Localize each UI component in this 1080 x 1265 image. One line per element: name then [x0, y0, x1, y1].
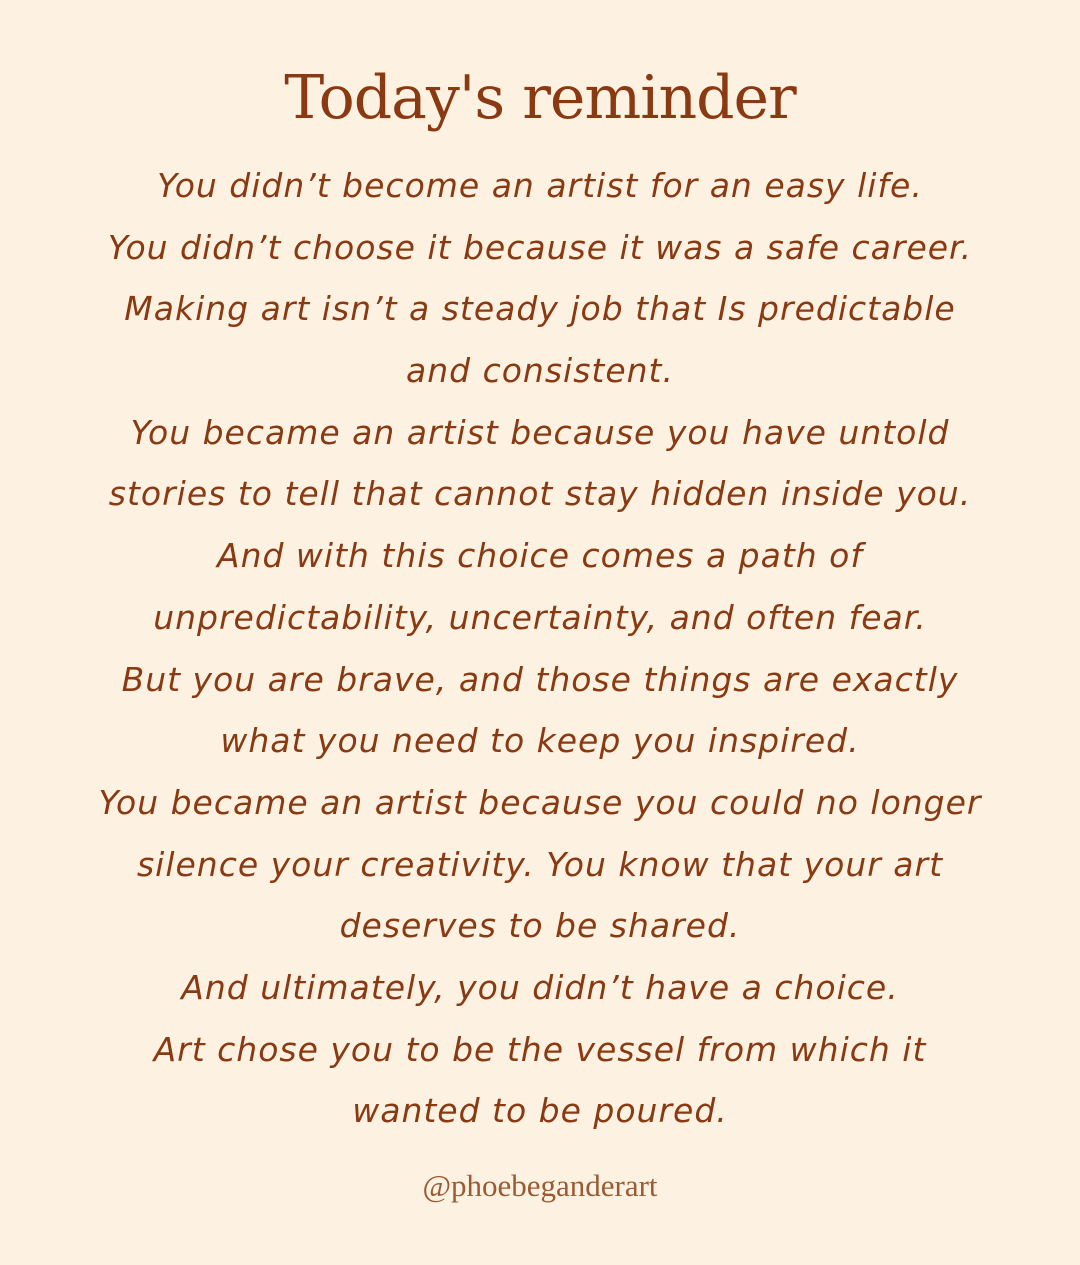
text-line: And ultimately, you didn’t have a choice.: [181, 967, 899, 1007]
reminder-text: [20, 155, 1060, 1142]
text-line: stories to tell that cannot stay hidden inside you.: [108, 474, 972, 514]
text-line: You became an artist because you have untold: [130, 412, 950, 452]
text-line: unpredictability, uncertainty, and often fear.: [153, 597, 927, 637]
text-line: what you need to keep you inspired.: [220, 721, 860, 761]
text-line: Art chose you to be the vessel from which it: [153, 1029, 927, 1069]
text-line: Making art isn’t a steady job that Is predictable: [124, 289, 956, 329]
text-line: deserves to be shared.: [339, 906, 741, 946]
page-title: Today's reminder: [284, 63, 796, 133]
text-line: wanted to be poured.: [352, 1091, 728, 1131]
author-handle: @phoebeganderart: [422, 1168, 658, 1203]
text-line: And with this choice comes a path of: [217, 536, 863, 576]
text-line: and consistent.: [406, 351, 674, 391]
text-line: You became an artist because you could no longer: [98, 782, 982, 822]
text-line: You didn’t become an artist for an easy life.: [157, 166, 923, 205]
text-line: silence your creativity. You know that your art: [136, 844, 944, 884]
text-line: You didn’t choose it because it was a safe career.: [107, 227, 973, 267]
text-line: But you are brave, and those things are exactly: [121, 659, 959, 699]
